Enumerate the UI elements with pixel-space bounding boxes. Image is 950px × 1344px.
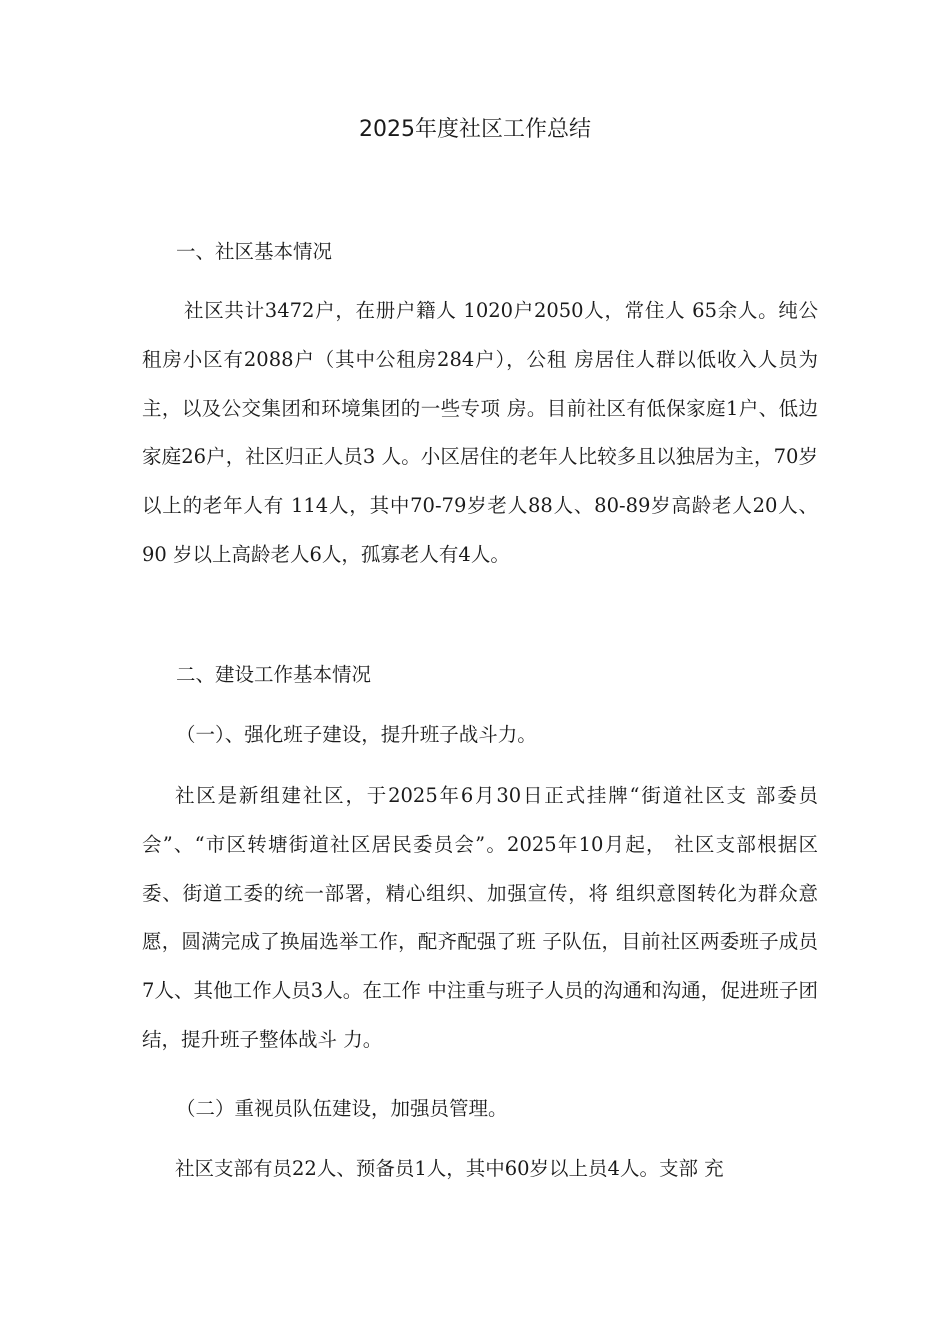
document-title: 2025年度社区工作总结 <box>359 117 591 142</box>
subsection-heading-team-building: （一）、强化班子建设，提升班子战斗力。 <box>176 723 537 746</box>
subsection-heading-member-management: （二）重视员队伍建设，加强员管理。 <box>176 1097 508 1120</box>
section-heading-construction: 二、建设工作基本情况 <box>176 663 372 686</box>
paragraph-basic-info: 社区共计3472户，在册户籍人 1020户2050人，常住人 65余人。纯公租房小区有2088户（其中公租房284户），公租 房居住人群以低收入人员为主，以及公交集团和环境集团的一些专项 房。目前社区有低保家庭1户、低边家庭26户，社区归正人员3 人。小区居住的老年人比较多且以独居为主，70岁以上的老年人有 114人，其中70-79岁老人88人、80-89岁高龄老人20人、90 岁以上高龄老人6人，孤寡老人有4人。 <box>142 299 818 566</box>
paragraph-team-building: 社区是新组建社区，于2025年6月30日正式挂牌“街道社区支 部委员会”、“市区转塘街道社区居民委员会”。2025年10月起， 社区支部根据区委、街道工委的统一部署，精心组织、加强宣传，将 组织意图转化为群众意愿，圆满完成了换届选举工作，配齐配强了班 子队伍，目前社区两委班子成员7人、其他工作人员3人。在工作 中注重与班子人员的沟通和沟通，促进班子团结，提升班子整体战斗 力。 <box>142 784 818 1051</box>
section-heading-basic-info: 一、社区基本情况 <box>176 240 333 263</box>
paragraph-member-management: 社区支部有员22人、预备员1人，其中60岁以上员4人。支部 充 <box>175 1157 724 1180</box>
